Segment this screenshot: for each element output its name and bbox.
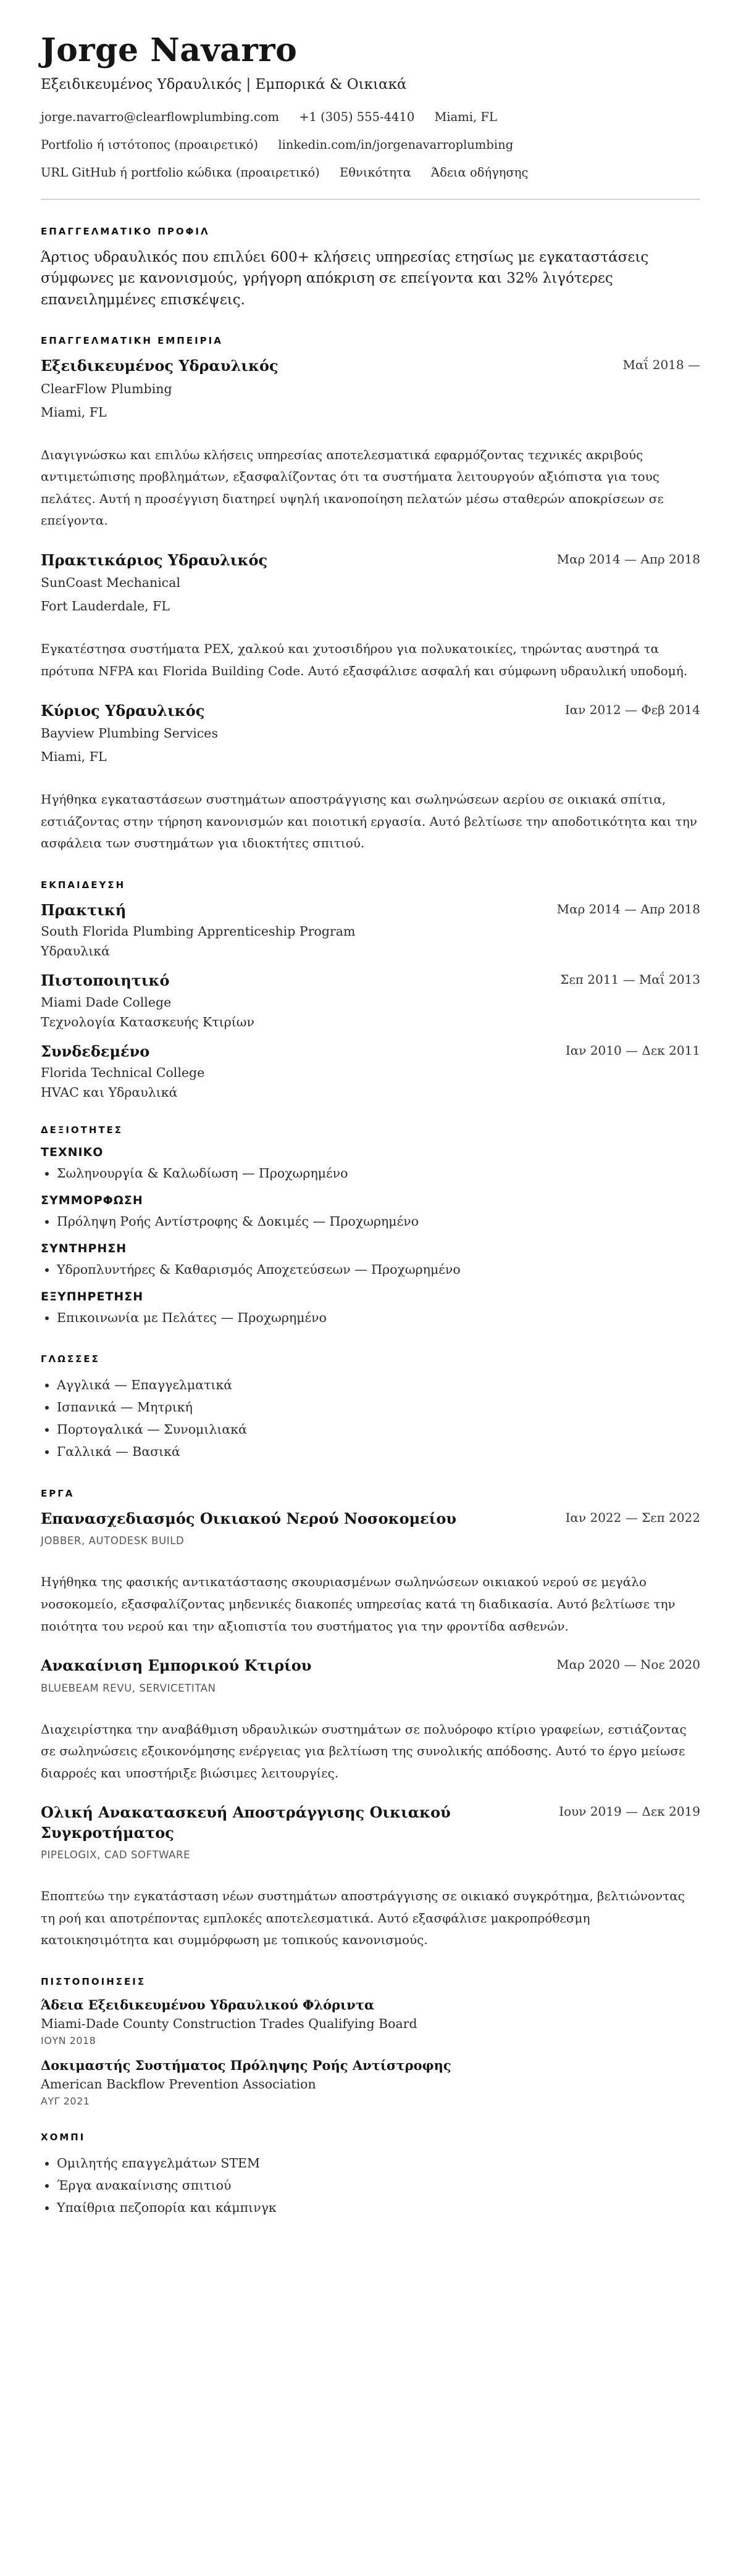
degree-title: Πρακτική — [41, 900, 127, 919]
project-tools: JOBBER, AUTODESK BUILD — [41, 1535, 185, 1547]
candidate-headline: Εξειδικευμένος Υδραυλικός | Εμπορικά & Οικιακά — [41, 76, 407, 93]
contact-github[interactable]: URL GitHub ή portfolio κώδικα (προαιρετικό) — [41, 165, 320, 180]
resume-header — [41, 31, 700, 180]
contact-phone[interactable]: +1 (305) 555-4410 — [299, 109, 415, 124]
contact-driving-license: Άδεια οδήγησης — [431, 165, 529, 180]
job-description: Διαγιγνώσκω και επιλύω κλήσεις υπηρεσίας αποτελεσματικά εφαρμόζοντας τεχνικές ακριβούς αντιμετώπισης προβλημάτων, εξασφαλίζοντας ότι τα συστήματα λειτουργούν αξιόπιστα για τους πελάτες. Αυτή η προσέγγιση διατηρεί υψηλή ικανοποίηση πελατών μέσω σταθερών αποκρίσεων σε επείγοντα. — [41, 447, 664, 528]
profile-title: ΕΠΑΓΓΕΛΜΑΤΙΚΟ ΠΡΟΦΙΛ — [41, 225, 210, 237]
degree-title: Πιστοποιητικό — [41, 971, 170, 990]
education-entry — [41, 900, 700, 958]
skill-category: ΣΥΜΜΟΡΦΩΣΗ — [41, 1193, 143, 1207]
school-name: South Florida Plumbing Apprenticeship Program — [41, 924, 356, 939]
project-entry — [41, 1509, 700, 1637]
project-description: Ηγήθηκα της φασικής αντικατάστασης σκουριασμένων σωληνώσεων οικιακού νερού σε μεγάλο νοσοκομείο, εξασφαλίζοντας μηδενικές διακοπές υπηρεσίας κατά τη διαδικασία. Αυτό βελτίωσε την ποιότητα του νερού και την αξιοπιστία του συστήματος για την φροντίδα ασθενών. — [41, 1574, 676, 1634]
header-divider — [41, 199, 700, 200]
project-date: Μαρ 2020 — Νοε 2020 — [556, 1657, 700, 1672]
contact-portfolio[interactable]: Portfolio ή ιστότοπος (προαιρετικό) — [41, 137, 259, 152]
education-title: ΕΚΠΑΙΔΕΥΣΗ — [41, 879, 126, 891]
project-tools: PIPELOGIX, CAD SOFTWARE — [41, 1849, 191, 1861]
skill-category: ΕΞΥΠΗΡΕΤΗΣΗ — [41, 1289, 144, 1303]
project-date: Ιουν 2019 — Δεκ 2019 — [559, 1804, 700, 1819]
skill-category: ΣΥΝΤΗΡΗΣΗ — [41, 1241, 127, 1255]
skills-section — [41, 1124, 700, 1329]
project-tools: BLUEBEAM REVU, SERVICETITAN — [41, 1682, 216, 1694]
certification-name: Άδεια Εξειδικευμένου Υδραυλικού Φλόριντα — [41, 1996, 375, 2013]
job-location: Miami, FL — [41, 749, 107, 764]
school-name: Florida Technical College — [41, 1065, 205, 1080]
experience-entry — [41, 356, 700, 532]
experience-title: ΕΠΑΓΓΕΛΜΑΤΙΚΗ ΕΜΠΕΙΡΙΑ — [41, 335, 223, 347]
candidate-name: Jorge Navarro — [41, 31, 298, 69]
language-item: • Γαλλικά — Βασικά — [57, 1441, 700, 1463]
certification-issuer: Miami-Dade County Construction Trades Qualifying Board — [41, 2016, 417, 2031]
education-entry — [41, 1042, 700, 1100]
hobby-item: • Υπαίθρια πεζοπορία και κάμπινγκ — [57, 2197, 700, 2219]
certification-name: Δοκιμαστής Συστήματος Πρόληψης Ροής Αντίστροφης — [41, 2057, 451, 2073]
job-title: Κύριος Υδραυλικός — [41, 701, 205, 720]
experience-entry — [41, 551, 700, 683]
job-date: Μαρ 2014 — Απρ 2018 — [556, 552, 700, 567]
experience-section — [41, 335, 700, 855]
job-location: Fort Lauderdale, FL — [41, 599, 170, 614]
project-date: Ιαν 2022 — Σεπ 2022 — [565, 1510, 700, 1525]
education-date: Μαρ 2014 — Απρ 2018 — [556, 901, 700, 916]
job-company: Bayview Plumbing Services — [41, 726, 218, 741]
job-description: Εγκατέστησα συστήματα PEX, χαλκού και χυτοσιδήρου για πολυκατοικίες, τηρώντας αυστηρά τα πρότυπα NFPA και Florida Building Code. Αυτό εξασφάλισε ασφαλή και σύμφωνη υδραυλική υποδομή. — [41, 641, 688, 679]
language-item: • Αγγλικά — Επαγγελματικά — [57, 1374, 700, 1397]
skill-group — [41, 1145, 700, 1185]
certification-entry — [41, 1997, 700, 2046]
job-location: Miami, FL — [41, 404, 107, 420]
language-item: • Πορτογαλικά — Συνομιλιακά — [57, 1419, 700, 1441]
hobbies-section — [41, 2132, 700, 2219]
job-company: ClearFlow Plumbing — [41, 381, 172, 396]
experience-entry — [41, 701, 700, 855]
project-name: Ανακαίνιση Εμπορικού Κτιρίου — [41, 1656, 312, 1675]
projects-title: ΕΡΓΑ — [41, 1487, 75, 1499]
certifications-title: ΠΙΣΤΟΠΟΙΗΣΕΙΣ — [41, 1976, 146, 1987]
projects-section — [41, 1488, 700, 1951]
skill-group — [41, 1194, 700, 1233]
job-title: Πρακτικάριος Υδραυλικός — [41, 551, 268, 570]
contact-email[interactable]: jorge.navarro@clearflowplumbing.com — [41, 109, 280, 124]
job-date: Ιαν 2012 — Φεβ 2014 — [564, 702, 700, 717]
field-of-study: Υδραυλικά — [41, 944, 110, 959]
skills-title: ΔΕΞΙΟΤΗΤΕΣ — [41, 1124, 124, 1136]
certification-issuer: American Backflow Prevention Association — [41, 2076, 316, 2092]
field-of-study: Τεχνολογία Κατασκευής Κτιρίων — [41, 1014, 254, 1029]
hobby-item: • Έργα ανακαίνισης σπιτιού — [57, 2175, 700, 2197]
field-of-study: HVAC και Υδραυλικά — [41, 1084, 178, 1100]
hobby-item: • Ομιλητής επαγγελμάτων STEM — [57, 2153, 700, 2175]
skill-group — [41, 1242, 700, 1281]
languages-section — [41, 1353, 700, 1463]
hobbies-title: ΧΟΜΠΙ — [41, 2131, 86, 2143]
contact-row-1 — [41, 110, 700, 124]
profile-section — [41, 226, 700, 311]
education-date: Σεπ 2011 — Μαΐ 2013 — [560, 972, 700, 987]
skill-item: • Επικοινωνία με Πελάτες — Προχωρημένο — [57, 1307, 700, 1329]
contact-location: Miami, FL — [434, 109, 497, 124]
certifications-section — [41, 1976, 700, 2107]
profile-summary: Άρτιος υδραυλικός που επιλύει 600+ κλήσεις υπηρεσίας ετησίως με εγκαταστάσεις σύμφωνες με κανονισμούς, γρήγορη απόκριση σε επείγοντα και 32% λιγότερες επανειλημμένες επισκέψεις. — [41, 249, 649, 308]
education-date: Ιαν 2010 — Δεκ 2011 — [565, 1042, 700, 1058]
project-description: Διαχειρίστηκα την αναβάθμιση υδραυλικών συστημάτων σε πολυόροφο κτίριο γραφείων, εστιάζοντας σε σωληνώσεις εξοικονόμησης ενέργειας για βελτίωση της συνολικής απόδοσης. Αυτό το έργο μείωσε διαρροές και υποστήριξε βιώσιμες λειτουργίες. — [41, 1721, 687, 1780]
school-name: Miami Dade College — [41, 994, 172, 1010]
skill-category: ΤΕΧΝΙΚΟ — [41, 1145, 104, 1159]
project-name: Ολική Ανακατασκευή Αποστράγγισης Οικιακού Συγκροτήματος — [41, 1803, 451, 1842]
project-name: Επανασχεδιασμός Οικιακού Νερού Νοσοκομείου — [41, 1509, 457, 1527]
project-entry — [41, 1656, 700, 1784]
project-description: Εποπτεύω την εγκατάσταση νέων συστημάτων αποστράγγισης σε οικιακό συγκρότημα, βελτιώνοντας τη ροή και αποτρέποντας εμπλοκές αποτελεσματικά. Αυτό εξασφάλισε μακροπρόθεσμη κατοικησιμότητα και συμμόρφωση με τοπικούς κανονισμούς. — [41, 1888, 685, 1948]
certification-entry — [41, 2058, 700, 2107]
job-title: Εξειδικευμένος Υδραυλικός — [41, 357, 278, 375]
education-section — [41, 879, 700, 1100]
job-company: SunCoast Mechanical — [41, 575, 181, 591]
language-item: • Ισπανικά — Μητρική — [57, 1397, 700, 1419]
certification-date: ΙΟΥΝ 2018 — [41, 2034, 96, 2046]
skill-item: • Πρόληψη Ροής Αντίστροφης & Δοκιμές — Προχωρημένο — [57, 1211, 700, 1233]
education-entry — [41, 971, 700, 1029]
skill-item: • Υδροπλυντήρες & Καθαρισμός Αποχετεύσεων — Προχωρημένο — [57, 1259, 700, 1281]
contact-linkedin[interactable]: linkedin.com/in/jorgenavarroplumbing — [278, 137, 514, 152]
contact-row-2 — [41, 138, 700, 152]
languages-title: ΓΛΩΣΣΕΣ — [41, 1353, 100, 1365]
skill-item: • Σωληνουργία & Καλωδίωση — Προχωρημένο — [57, 1163, 700, 1185]
degree-title: Συνδεδεμένο — [41, 1042, 150, 1060]
job-description: Ηγήθηκα εγκαταστάσεων συστημάτων αποστράγγισης και σωληνώσεων αερίου σε οικιακά σπίτια, εστιάζοντας στην τήρηση κανονισμών και ποιοτική εργασία. Αυτό βελτίωσε την αποδοτικότητα και την ασφάλεια των συστημάτων για ιδιοκτήτες σπιτιού. — [41, 792, 697, 851]
project-entry — [41, 1803, 700, 1951]
contact-nationality: Εθνικότητα — [340, 165, 411, 180]
job-date: Μαΐ 2018 — — [622, 357, 700, 373]
skill-group — [41, 1290, 700, 1329]
contact-row-3 — [41, 165, 700, 180]
certification-date: ΑΥΓ 2021 — [41, 2095, 90, 2107]
